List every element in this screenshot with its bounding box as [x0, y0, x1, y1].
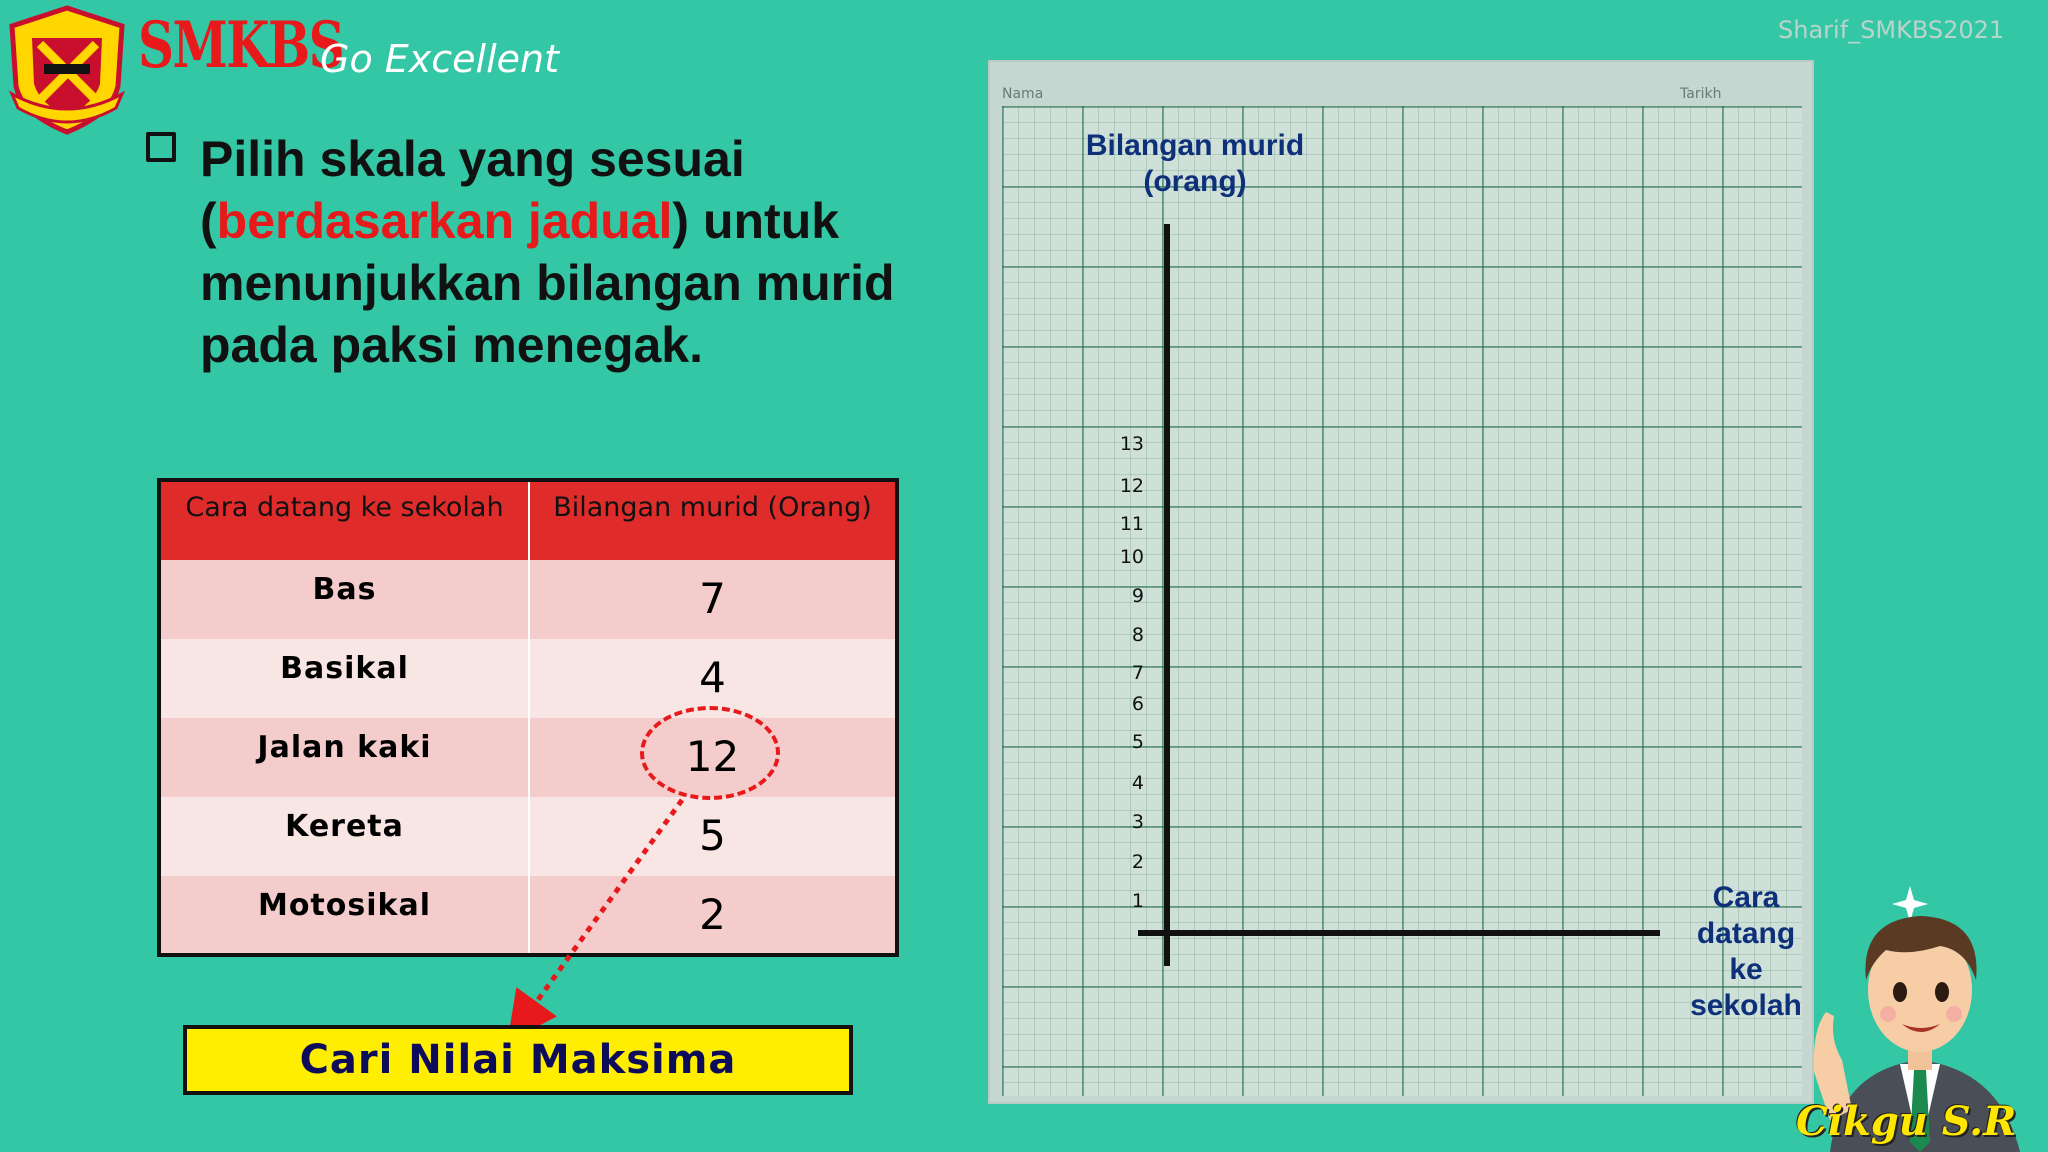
table-cell-category: Bas: [159, 560, 529, 639]
y-tick-label: 11: [1119, 513, 1144, 535]
table-cell-value: 12: [529, 718, 897, 797]
table-cell-value: 2: [529, 876, 897, 955]
table-cell-category: Basikal: [159, 639, 529, 718]
y-axis-label: Bilangan murid (orang): [1085, 129, 1305, 198]
table-cell-value: 5: [529, 797, 897, 876]
tagline: Go Excellent: [320, 37, 560, 81]
table-row: [159, 718, 897, 797]
instruction-part2: ) untuk menunjukkan bilangan murid pada paksi menegak.: [200, 193, 895, 373]
max-value-highlight-circle: [640, 706, 780, 800]
table-header-cell: Cara datang ke sekolah: [159, 480, 529, 560]
x-axis-label: Cara datang ke sekolah: [1690, 881, 1802, 1022]
table-header-cell: Bilangan murid (Orang): [529, 480, 897, 560]
table-row: [159, 797, 897, 876]
y-tick-label: 13: [1119, 433, 1144, 455]
y-tick-label: 9: [1131, 585, 1144, 607]
school-crest-icon: [4, 4, 130, 136]
y-tick-label: 5: [1131, 731, 1144, 753]
checkbox-bullet-icon: [146, 132, 176, 162]
instruction-text: [200, 128, 940, 376]
y-tick-label: 12: [1119, 475, 1144, 497]
table-cell-category: Kereta: [159, 797, 529, 876]
table-row: [159, 876, 897, 955]
paper-name-label: Nama: [1002, 86, 1044, 102]
table-cell-value: 4: [529, 639, 897, 718]
instruction-highlight: berdasarkan jadual: [216, 193, 673, 249]
table-cell-value: 7: [529, 560, 897, 639]
y-axis-line: [1164, 224, 1170, 966]
data-table: [157, 478, 899, 957]
table-header-row: [159, 480, 897, 560]
y-tick-label: 1: [1131, 890, 1144, 912]
y-tick-label: 4: [1131, 772, 1144, 794]
y-tick-label: 8: [1131, 624, 1144, 646]
table-row: [159, 639, 897, 718]
signature: Cikgu S.R: [1796, 1098, 2017, 1145]
find-max-value-button[interactable]: Cari Nilai Maksima: [183, 1025, 853, 1095]
y-tick-label: 7: [1131, 662, 1144, 684]
y-tick-label: 2: [1131, 851, 1144, 873]
x-axis-line: [1138, 930, 1660, 936]
table-cell-category: Jalan kaki: [159, 718, 529, 797]
y-tick-label: 6: [1131, 693, 1144, 715]
y-tick-label: 3: [1131, 811, 1144, 833]
y-tick-label: 10: [1119, 546, 1144, 568]
watermark: Sharif_SMKBS2021: [1778, 16, 2005, 44]
brand-title: SMKBS: [138, 8, 344, 83]
paper-date-label: Tarikh: [1680, 86, 1722, 102]
table-cell-category: Motosikal: [159, 876, 529, 955]
table-row: [159, 560, 897, 639]
instruction-part1: Pilih skala yang sesuai (: [200, 131, 745, 249]
